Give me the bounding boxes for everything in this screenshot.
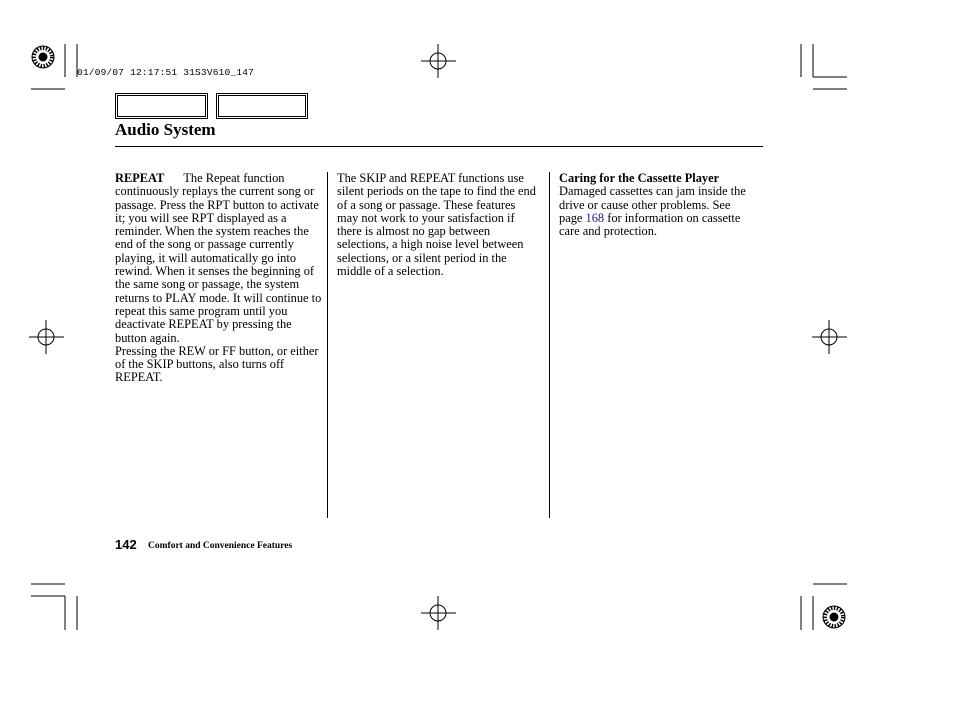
page-number: 142 <box>115 537 137 552</box>
header-tab-box-2 <box>216 93 308 119</box>
column-right <box>559 172 754 238</box>
repeat-paragraph <box>115 172 322 345</box>
print-stamp: 01/09/07 12:17:51 31S3V610_147 <box>77 67 255 78</box>
title-rule <box>115 146 763 147</box>
column-left <box>115 172 322 385</box>
skip-repeat-paragraph: The SKIP and REPEAT functions use silent periods on the tape to find the end of a song or passage. These features may not work to your satisfaction if there is almost no gap between selections, a high noise level between selections, or a silent period in the middle of a selection. <box>337 171 536 279</box>
repeat-heading: REPEAT <box>115 171 165 185</box>
page-168-link[interactable]: 168 <box>585 210 605 225</box>
header-tab-box-1 <box>115 93 208 119</box>
column-divider-2 <box>549 172 550 518</box>
column-middle <box>337 172 539 278</box>
repeat-note: Pressing the REW or FF button, or either of the SKIP buttons, also turns off REPEAT. <box>115 343 319 385</box>
repeat-text: The Repeat function continuously replays the current song or passage. Press the RPT button to activate it; you will see RPT displayed as a reminder. When the system reaches the end of the song or passage currently playing, it will automatically go into rewind. When it senses the beginning of the same song or passage, the system returns to PLAY mode. It will continue to repeat this same program until you deactivate REPEAT by pressing the button again. <box>115 171 322 345</box>
cassette-care-heading: Caring for the Cassette Player <box>559 171 720 185</box>
section-name: Comfort and Convenience Features <box>148 541 293 551</box>
page-title: Audio System <box>115 120 216 139</box>
cassette-care-paragraph: Damaged cassettes can jam inside the drive or cause other problems. See page 168 for information on cassette care and protection. <box>559 184 746 239</box>
column-divider-1 <box>327 172 328 518</box>
